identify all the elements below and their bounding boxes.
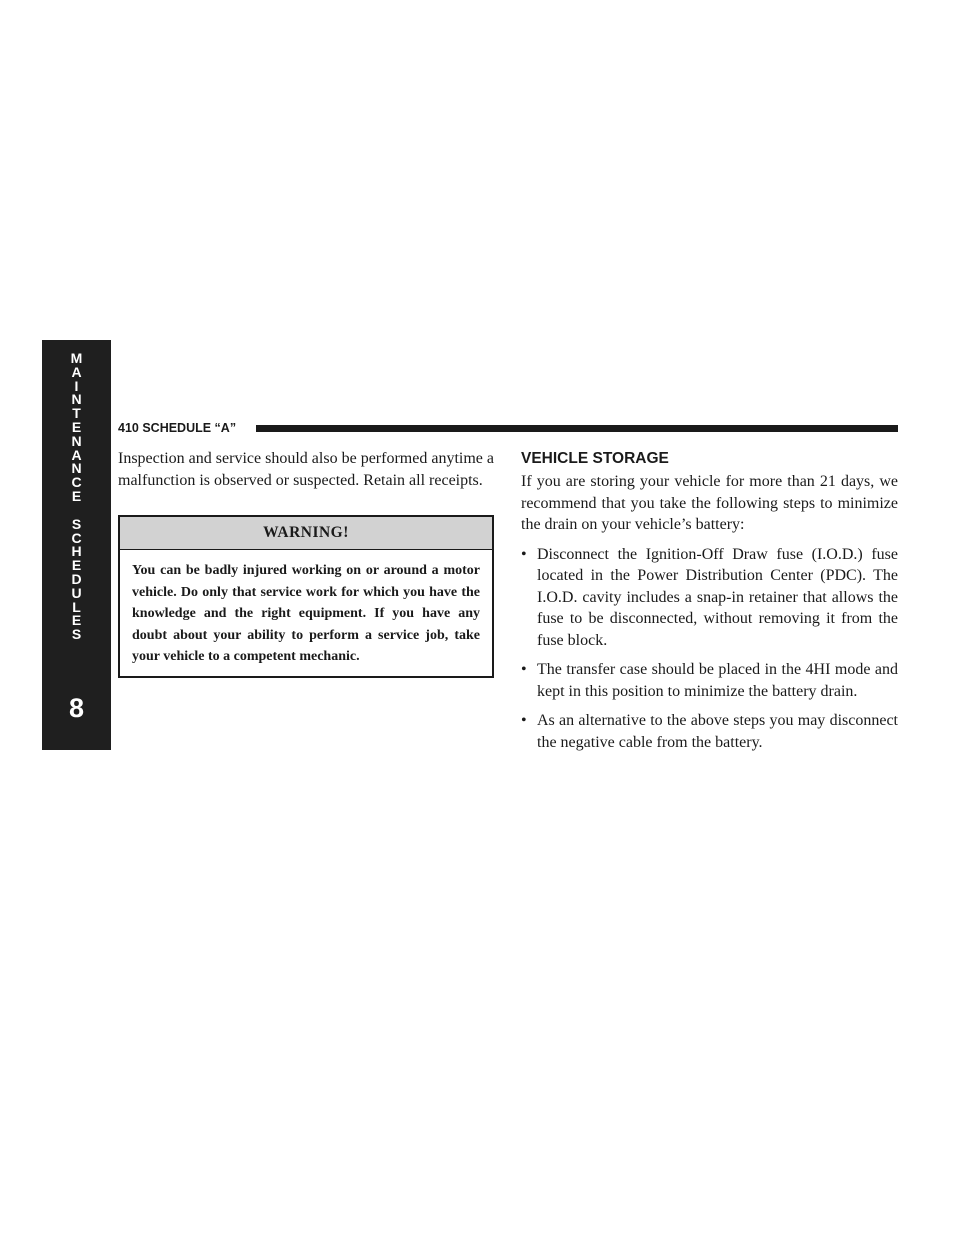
tab-letter: H	[71, 543, 82, 560]
intro-paragraph: Inspection and service should also be performed anytime a malfunction is observed or suspected. Retain all receipts.	[118, 450, 494, 489]
list-item-text: As an alternative to the above steps you may disconnect the negative cable from the battery.	[537, 712, 898, 751]
tab-letter: T	[72, 405, 81, 422]
list-item-text: The transfer case should be placed in the 4HI mode and kept in this position to minimize the battery drain.	[537, 661, 898, 700]
bullet-icon: •	[521, 712, 527, 729]
tab-letter: S	[71, 626, 82, 643]
page-header	[118, 420, 898, 438]
tab-letter: M	[70, 350, 83, 366]
storage-intro: If you are storing your vehicle for more than 21 days, we recommend that you take the following steps to minimize the drain on your vehicle’s battery:	[521, 473, 898, 533]
section-heading: VEHICLE STORAGE	[521, 450, 669, 467]
bullet-icon: •	[521, 545, 527, 563]
tab-letter: N	[71, 391, 82, 408]
list-item-text: Disconnect the Ignition-Off Draw fuse (I.O.D.) fuse located in the Power Distribution Center (PDC). The I.O.D. cavity includes a snap-in retainer that allows the fuse to be disconnected, without removing it from the fuse block.	[537, 545, 898, 649]
list-item	[521, 710, 898, 753]
side-tab-letters	[42, 352, 111, 642]
tab-letter: N	[71, 432, 82, 449]
tab-letter: U	[71, 584, 82, 601]
section-side-tab	[42, 340, 111, 750]
tab-letter: L	[72, 598, 81, 615]
tab-letter: D	[71, 570, 82, 587]
tab-letter: A	[71, 446, 82, 463]
tab-letter: E	[71, 418, 82, 435]
tab-letter: C	[71, 474, 82, 491]
tab-letter: E	[71, 557, 82, 574]
header-rule	[256, 425, 898, 432]
tab-letter: E	[71, 612, 82, 629]
tab-letter: A	[71, 363, 82, 380]
warning-text: You can be badly injured working on or around a motor vehicle. Do only that service work for which you have the knowledge and the right equipment. If you have any doubt about your ability to perform a service job, take your vehicle to a competent mechanic.	[132, 563, 480, 664]
right-column	[521, 449, 898, 753]
tab-letter: C	[71, 529, 82, 546]
bullet-icon: •	[521, 661, 527, 678]
storage-list	[521, 544, 898, 754]
chapter-number: 8	[68, 693, 85, 723]
tab-letter: I	[74, 377, 79, 394]
warning-box	[118, 515, 494, 678]
left-column	[118, 448, 494, 678]
list-item	[521, 659, 898, 702]
tab-letter: E	[71, 487, 82, 504]
tab-letter: N	[71, 460, 82, 477]
page-label: 410 SCHEDULE “A”	[118, 421, 237, 435]
warning-title: WARNING!	[120, 517, 492, 550]
list-item	[521, 544, 898, 652]
tab-letter: S	[71, 515, 82, 532]
